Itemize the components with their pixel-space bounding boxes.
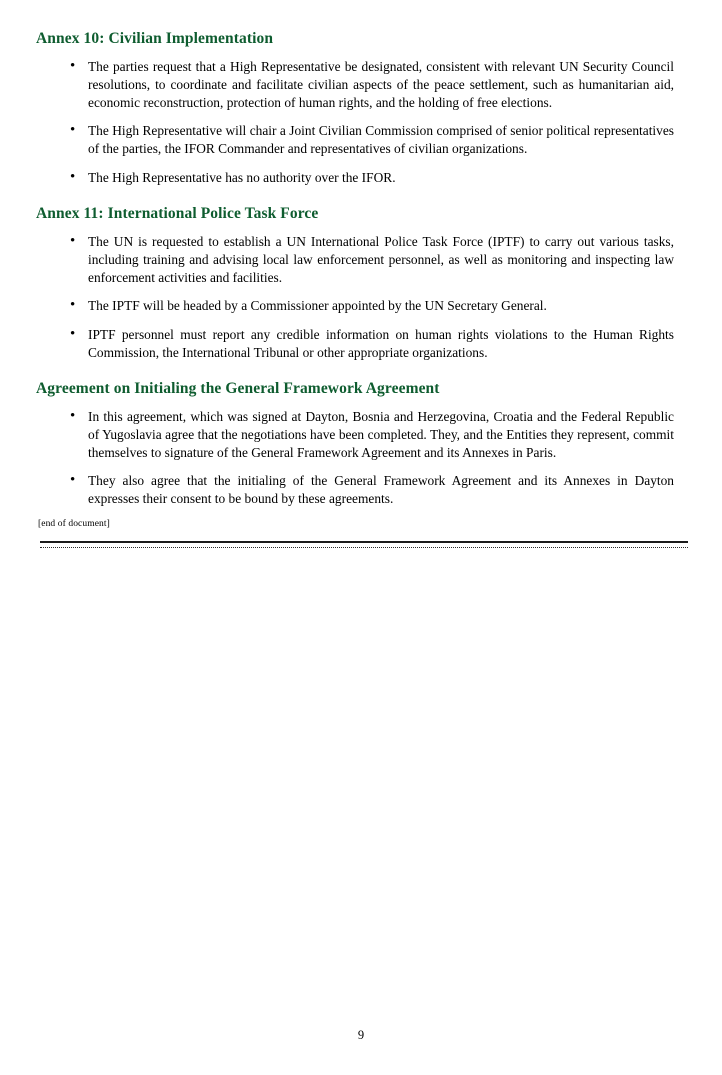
page-number: 9	[357, 1028, 365, 1042]
section-annex-10	[36, 30, 692, 187]
section-heading: Annex 11: International Police Task Force	[36, 204, 319, 222]
list-item: • They also agree that the initialing of the General Framework Agreement and its Annexes in Dayton expresses their consent to be bound by these agreements.	[66, 472, 674, 508]
end-of-document-note: [end of document]	[38, 519, 110, 530]
list-item: • The parties request that a High Representative be designated, consistent with relevant UN Security Council resolutions, to coordinate and facilitate civilian aspects of the peace settlement, such as humanitarian aid, economic reconstruction, protection of human rights, and the holding of free elections.	[66, 58, 674, 111]
list-item: • The UN is requested to establish a UN International Police Task Force (IPTF) to carry out various tasks, including training and advising local law enforcement personnel, as well as monitoring and inspecting law enforcement activities and facilities.	[66, 233, 674, 286]
bullet-list	[36, 233, 692, 362]
horizontal-rule	[40, 541, 688, 548]
section-heading: Agreement on Initialing the General Framework Agreement	[36, 379, 440, 397]
list-item: • The High Representative will chair a Joint Civilian Commission comprised of senior political representatives of the parties, the IFOR Commander and representatives of civilian organizations.	[66, 122, 674, 158]
section-annex-11	[36, 205, 692, 362]
list-item: • In this agreement, which was signed at Dayton, Bosnia and Herzegovina, Croatia and the Federal Republic of Yugoslavia agree that the negotiations have been completed. They, and the Entities they represent, commit themselves to signature of the General Framework Agreement and its Annexes in Paris.	[66, 408, 674, 461]
section-agreement-on-initialing	[36, 380, 692, 508]
list-item: • The IPTF will be headed by a Commissioner appointed by the UN Secretary General.	[66, 297, 674, 315]
list-item: • The High Representative has no authority over the IFOR.	[66, 169, 674, 187]
bullet-list	[36, 58, 692, 187]
section-heading: Annex 10: Civilian Implementation	[36, 30, 274, 47]
bullet-list	[36, 408, 692, 508]
list-item: • IPTF personnel must report any credible information on human rights violations to the Human Rights Commission, the International Tribunal or other appropriate organizations.	[66, 326, 674, 362]
